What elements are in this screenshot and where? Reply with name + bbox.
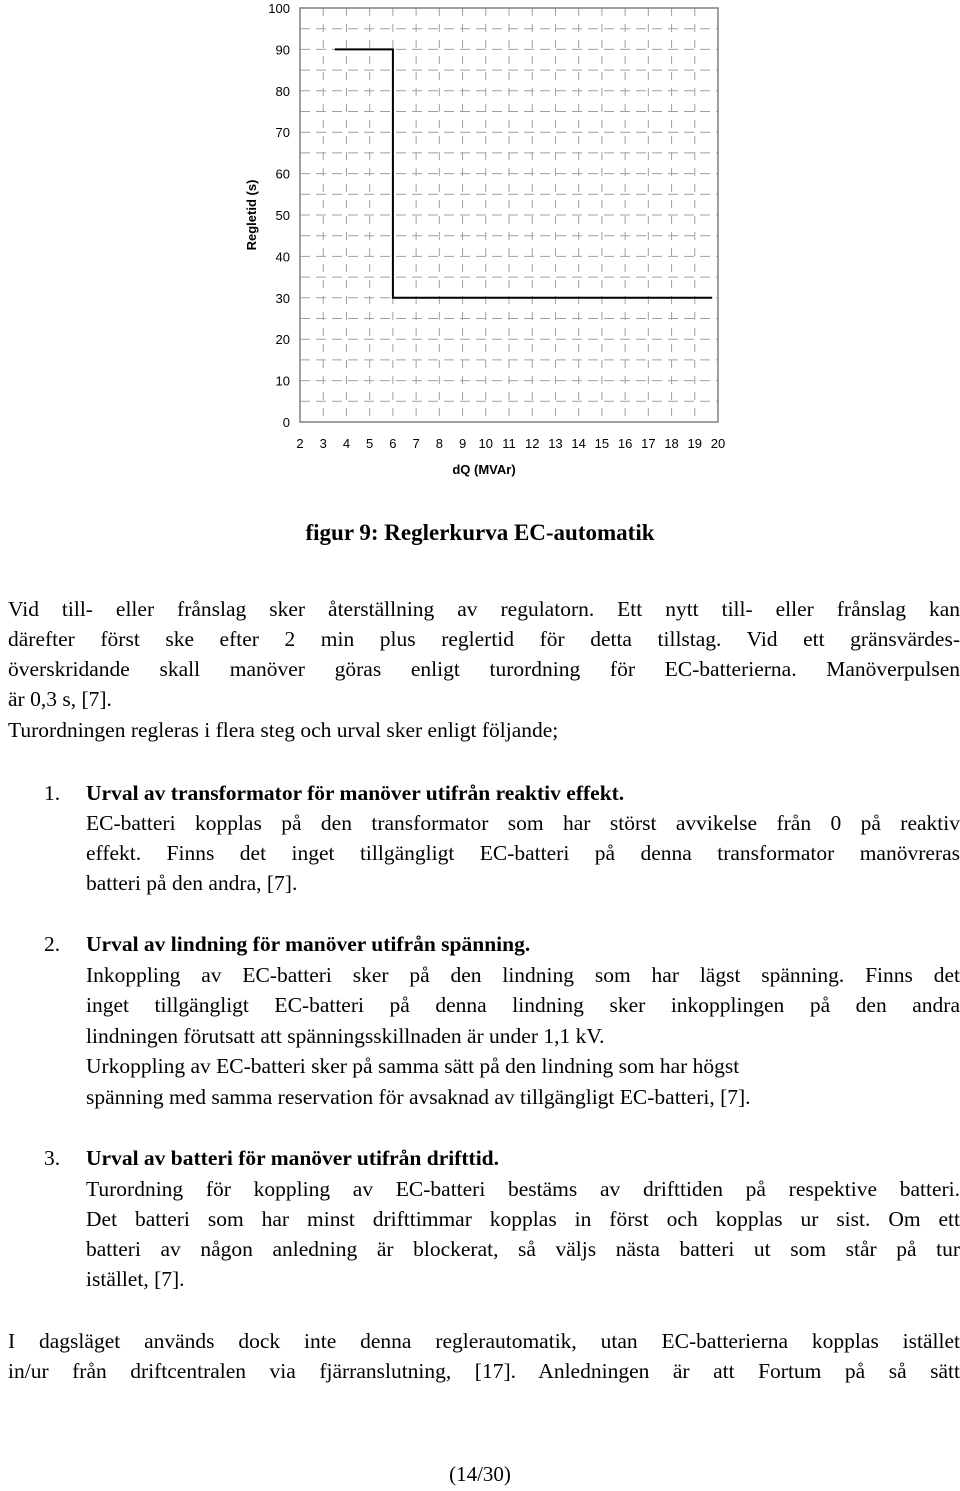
- x-tick-label: 13: [548, 436, 563, 451]
- x-tick-label: 20: [710, 436, 726, 451]
- x-tick-label: 5: [366, 436, 374, 451]
- y-tick-label: 40: [275, 249, 290, 265]
- list-3-line-1: Turordning för koppling av EC-batteri bestäms av drifttiden på respektive batteri.: [86, 1177, 960, 1201]
- list-number-3: 3.: [44, 1146, 61, 1170]
- x-tick-label: 10: [478, 436, 494, 451]
- list-2-line-4: Urkoppling av EC-batteri sker på samma sätt på den lindning som har högst: [86, 1054, 740, 1078]
- x-tick-label: 3: [319, 436, 327, 451]
- y-axis-label: Regletid (s): [244, 179, 259, 251]
- chart-grid: [300, 8, 718, 422]
- x-axis-label: dQ (MVAr): [452, 462, 516, 477]
- x-tick-label: 16: [617, 436, 633, 451]
- p3-line-1: I dagsläget används dock inte denna reglerautomatik, utan EC-batterierna kopplas istället: [8, 1329, 960, 1353]
- x-tick-label: 7: [412, 436, 420, 451]
- y-tick-label: 10: [275, 373, 290, 389]
- p1-line-4: är 0,3 s, [7].: [8, 687, 112, 711]
- p1-line-3: överskridande skall manöver göras enligt turordning för EC-batterierna. Manöverpulsen: [8, 657, 960, 681]
- list-3-line-2: Det batteri som har minst drifttimmar kopplas in först och kopplas ur sist. Om ett: [86, 1207, 960, 1231]
- y-tick-label: 70: [275, 125, 290, 141]
- list-1-line-2: effekt. Finns det inget tillgängligt EC-batteri på denna transformator manövreras: [86, 841, 960, 865]
- x-tick-label: 17: [641, 436, 656, 451]
- y-tick-label: 90: [275, 42, 290, 58]
- list-3-line-3: batteri av någon anledning är blockerat, så väljs nästa batteri ut som står på tur: [86, 1237, 960, 1261]
- x-tick-labels: [296, 436, 725, 451]
- y-tick-label: 0: [282, 415, 290, 430]
- paragraph-2: Turordningen regleras i flera steg och urval sker enligt följande;: [8, 718, 559, 742]
- list-3-line-4: istället, [7].: [86, 1267, 185, 1291]
- x-tick-label: 15: [594, 436, 610, 451]
- x-tick-label: 2: [296, 436, 304, 451]
- y-tick-label: 20: [275, 332, 290, 348]
- x-tick-label: 14: [571, 436, 586, 451]
- list-1-line-3: batteri på den andra, [7].: [86, 871, 298, 895]
- page-number: (14/30): [449, 1462, 511, 1486]
- p3-line-2: in/ur från driftcentralen via fjärranslutning, [17]. Anledningen är att Fortum på så sätt: [8, 1359, 960, 1383]
- list-heading-1: Urval av transformator för manöver utifrån reaktiv effekt.: [86, 781, 625, 805]
- y-tick-label: 50: [275, 208, 290, 223]
- y-tick-label: 30: [275, 290, 290, 306]
- x-tick-label: 9: [458, 436, 467, 451]
- list-heading-3: Urval av batteri för manöver utifrån drifttid.: [86, 1146, 500, 1170]
- x-tick-label: 19: [687, 436, 703, 451]
- p1-line-2: därefter först ske efter 2 min plus reglertid för detta tillstag. Vid ett gränsvärdes-: [8, 627, 960, 651]
- y-tick-label: 60: [275, 166, 290, 182]
- list-2-line-1: Inkoppling av EC-batteri sker på den lindning som har lägst spänning. Finns det: [86, 963, 960, 987]
- figure-caption: figur 9: Reglerkurva EC-automatik: [305, 520, 655, 545]
- list-2-line-2: inget tillgängligt EC-batteri på denna lindning sker inkopplingen på den andra: [86, 993, 960, 1017]
- list-heading-2: Urval av lindning för manöver utifrån spänning.: [86, 932, 531, 956]
- list-number-2: 2.: [44, 932, 61, 956]
- y-tick-label: 80: [275, 83, 290, 99]
- y-tick-labels: [268, 1, 290, 430]
- y-tick-label: 100: [268, 1, 290, 16]
- list-number-1: 1.: [44, 781, 61, 805]
- list-2-line-3: lindningen förutsatt att spänningsskillnaden är under 1,1 kV.: [86, 1024, 605, 1048]
- x-tick-label: 12: [524, 436, 540, 451]
- list-1-line-1: EC-batteri kopplas på den transformator som har störst avvikelse från 0 på reaktiv: [86, 811, 960, 835]
- x-tick-label: 6: [389, 436, 397, 451]
- list-2-line-5: spänning med samma reservation för avsaknad av tillgängligt EC-batteri, [7].: [86, 1085, 751, 1109]
- x-tick-label: 4: [342, 436, 351, 451]
- x-tick-label: 8: [435, 436, 443, 451]
- regulation-chart: [0, 0, 960, 490]
- p1-line-1: Vid till- eller frånslag sker återställning av regulatorn. Ett nytt till- eller frånslag kan: [8, 597, 960, 621]
- x-tick-label: 18: [664, 436, 679, 451]
- x-tick-label: 11: [502, 436, 516, 451]
